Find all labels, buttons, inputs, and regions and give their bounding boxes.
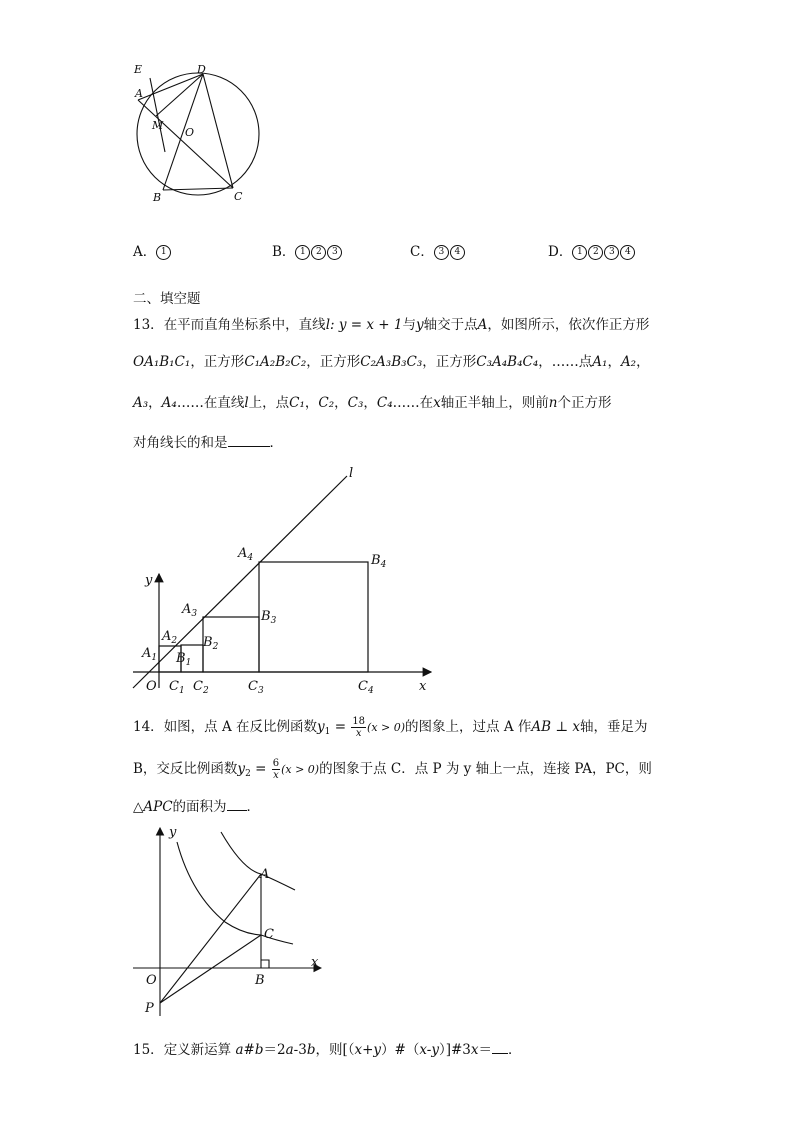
circle-num: 2: [311, 245, 326, 260]
q14-var: y: [237, 761, 246, 777]
option-b-letter: B．: [272, 244, 296, 260]
label-c2: $C_2$: [193, 679, 209, 696]
label-a: A: [260, 867, 270, 882]
label-o: O: [146, 679, 157, 694]
q13-square: OA₁B₁C₁: [133, 354, 191, 370]
q14-line1: [133, 716, 647, 742]
q13-var: A₃: [133, 395, 149, 411]
circle-o: [137, 73, 259, 195]
q14-number: 14．: [133, 719, 164, 735]
circle-num: 3: [434, 245, 449, 260]
q13-text: ，正方形: [190, 354, 245, 370]
q13-var: C₄: [376, 395, 393, 411]
q14-text: =: [250, 761, 271, 777]
label-b3: $B_3$: [261, 609, 277, 626]
q14-text: ．: [246, 799, 261, 815]
q13-var: y: [415, 317, 424, 333]
q15-text: ）]#3: [438, 1042, 471, 1058]
q15-number: 15．: [133, 1042, 164, 1058]
q14-var: AB ⊥ x: [531, 719, 580, 735]
q13-text: ，: [607, 354, 621, 370]
q15-text: -3: [293, 1042, 307, 1058]
q14-text: B，交反比例函数: [133, 761, 238, 777]
q14-text: 的图象上，过点 A 作: [405, 719, 532, 735]
answer-blank[interactable]: [228, 434, 270, 447]
q13-line1: [133, 315, 649, 335]
q15-var: a#b: [235, 1042, 264, 1058]
q14-line2: [133, 758, 652, 784]
q13-var: C₂: [318, 395, 335, 411]
q13-text: ……在: [392, 395, 434, 411]
q15-var: b: [306, 1042, 316, 1058]
label-x: x: [311, 955, 319, 970]
q14-var: y: [317, 719, 325, 735]
q13-text: 轴正半轴上，则前: [440, 395, 549, 411]
q13-text: ．: [269, 435, 283, 451]
q13-line2: [133, 352, 650, 372]
right-angle-mark: [261, 960, 269, 968]
circle-num: 4: [450, 245, 465, 260]
q13-square: C₁A₂B₂C₂: [244, 354, 307, 370]
q13-text: ，如图所示，依次作正方形: [487, 317, 650, 333]
curve-y1: [221, 832, 295, 890]
q14-text: =: [330, 719, 351, 735]
answer-blank[interactable]: [492, 1041, 508, 1054]
curve-y2: [177, 842, 293, 944]
q14-cond: (x > 0): [367, 721, 406, 734]
q14-text: 如图，点 A 在反比例函数: [163, 719, 318, 735]
label-c4: $C_4$: [358, 679, 374, 696]
q13-var: n: [548, 395, 558, 411]
segment-pc: [160, 935, 261, 1003]
label-l: l: [349, 466, 354, 481]
q14-line3: [133, 797, 260, 817]
q14-cond: (x > 0): [281, 763, 320, 776]
option-d-letter: D．: [548, 244, 573, 260]
label-b: B: [255, 973, 265, 988]
q13-var: A₂: [620, 354, 637, 370]
q14-sub: 1: [324, 727, 331, 737]
q15-text: ）#（: [381, 1042, 420, 1058]
label-b2: $B_2$: [203, 635, 219, 652]
q13-var: A₄: [161, 395, 177, 411]
q13-text: ，: [148, 395, 162, 411]
fig14-hyperbola: [125, 818, 335, 1023]
q14-text: 轴，垂足为: [579, 719, 648, 735]
q13-line4: [133, 433, 283, 453]
line-l: [133, 476, 347, 688]
q13-text: 个正方形: [557, 395, 612, 411]
q13-text: 轴交于点: [423, 317, 478, 333]
q13-var: C₁: [289, 395, 305, 411]
fraction-num: 6: [272, 758, 280, 769]
circle-figure: [125, 58, 275, 208]
q13-var: A₁: [592, 354, 608, 370]
label-c: C: [234, 190, 243, 203]
circle-num: 1: [572, 245, 587, 260]
q13-text: ，……点: [538, 354, 593, 370]
label-c1: $C_1$: [169, 679, 185, 696]
q15-text: ．: [508, 1042, 522, 1058]
line-dc: [203, 74, 233, 188]
label-b1: $B_1$: [176, 651, 192, 668]
label-x: x: [419, 679, 427, 694]
q13-line-eq: l: y = x + 1: [325, 317, 403, 333]
label-p: P: [145, 1001, 154, 1016]
fraction-num: 18: [352, 716, 366, 727]
circle-num: 3: [604, 245, 619, 260]
label-a: A: [135, 87, 143, 100]
fraction-den: x: [355, 728, 362, 739]
q13-text: ，: [304, 395, 319, 411]
q13-number: 13．: [133, 317, 164, 333]
label-a2: $A_2$: [162, 629, 178, 646]
q13-var: l: [244, 395, 249, 411]
label-c3: $C_3$: [248, 679, 264, 696]
option-b[interactable]: [272, 242, 343, 262]
q13-text: 对角线长的和是: [133, 435, 228, 451]
q13-text: ，: [636, 354, 650, 370]
label-b: B: [153, 191, 162, 204]
label-a3: $A_3$: [182, 602, 198, 619]
label-y: y: [169, 825, 177, 840]
q13-square: C₃A₄B₄C₄: [476, 354, 539, 370]
q14-sub: 2: [245, 769, 251, 779]
label-d: D: [197, 63, 206, 76]
q13-text: ，: [334, 395, 348, 411]
circle-num: 1: [295, 245, 310, 260]
label-y: y: [145, 573, 153, 588]
option-c[interactable]: [410, 242, 466, 262]
fraction-18-over-x: [351, 716, 366, 739]
q13-var: C₃: [347, 395, 364, 411]
q15-var: x+y: [354, 1042, 382, 1058]
option-a-letter: A．: [133, 244, 157, 260]
q15-text: ＝: [478, 1042, 492, 1058]
q15-line: [133, 1040, 522, 1060]
q13-text: ，正方形: [422, 354, 477, 370]
q15-var: x-y: [419, 1042, 439, 1058]
label-c: C: [264, 927, 274, 942]
section-title: 二、填空题: [133, 291, 201, 307]
fig13-squares: [125, 460, 445, 700]
q15-var: a: [285, 1042, 294, 1058]
circle-num: 2: [588, 245, 603, 260]
fraction-6-over-x: [272, 758, 280, 781]
q15-text: ＝2: [263, 1042, 286, 1058]
q13-text: 与: [402, 317, 416, 333]
label-a4: $A_4$: [238, 546, 254, 563]
q14-text: 的面积为: [172, 799, 227, 815]
label-o: O: [146, 973, 157, 988]
segment-pa: [160, 874, 261, 1003]
q13-text: 在平而直角坐标系中，直线: [163, 317, 326, 333]
q15-text: 定义新运算: [163, 1042, 236, 1058]
q13-square: C₂A₃B₃C₃: [360, 354, 423, 370]
option-c-letter: C．: [410, 244, 434, 260]
q13-text: ……在直线: [176, 395, 245, 411]
label-e: E: [134, 63, 143, 76]
label-b4: $B_4$: [371, 553, 387, 570]
option-a[interactable]: [133, 242, 172, 262]
q15-var: x: [470, 1042, 479, 1058]
q13-line3: [133, 393, 612, 413]
q15-text: ，则[（: [315, 1042, 355, 1058]
line-ad: [138, 74, 203, 100]
q13-var: A: [477, 317, 488, 333]
label-m: M: [152, 119, 164, 132]
answer-blank[interactable]: [227, 798, 247, 811]
circle-num: 3: [327, 245, 342, 260]
circle-num: 4: [620, 245, 635, 260]
label-o: O: [185, 126, 195, 139]
q13-var: x: [433, 395, 441, 411]
q14-text: 的图象于点 C．点 P 为 y 轴上一点，连接 PA，PC，则: [319, 761, 652, 777]
q13-text: 上，点: [248, 395, 290, 411]
circle-num: 1: [156, 245, 171, 260]
option-d[interactable]: [548, 242, 636, 262]
q13-text: ，: [363, 395, 377, 411]
label-a1: $A_1$: [142, 646, 158, 663]
q14-triangle: △APC: [133, 799, 173, 815]
fraction-den: x: [273, 770, 279, 781]
q13-text: ，正方形: [306, 354, 361, 370]
